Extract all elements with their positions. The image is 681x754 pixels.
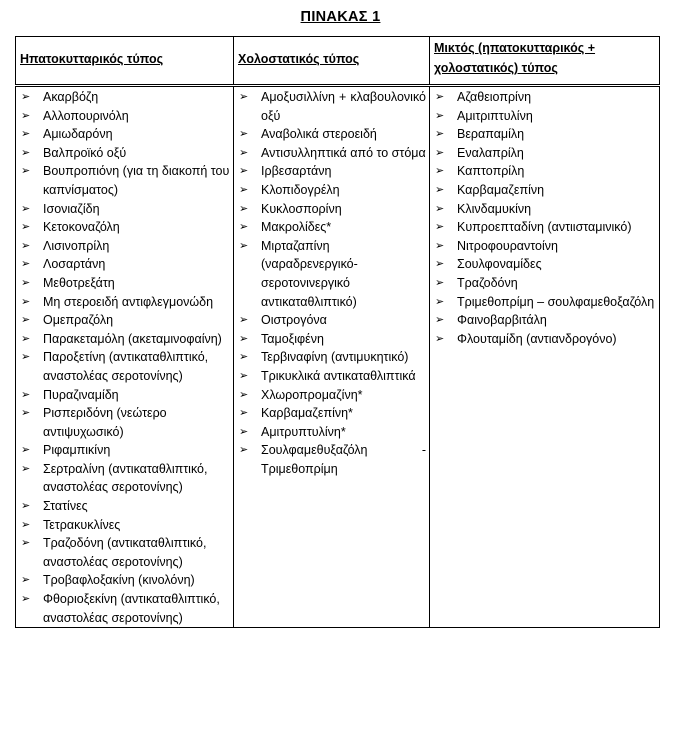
drug-list-item: ➢ Τραζοδόνη (αντικαταθλιπτικό, αναστολέας σεροτονίνης): [19, 534, 230, 571]
drug-list-item: ➢ Αναβολικά στεροειδή: [237, 125, 426, 144]
drug-list-item: ➢ Κλοπιδογρέλη: [237, 181, 426, 200]
drug-list-item: ➢ Βαλπροϊκό οξύ: [19, 144, 230, 163]
drug-list-item: ➢ Ταμοξιφένη: [237, 330, 426, 349]
drug-list-item: ➢ Αμοξυσιλλίνη + κλαβουλονικό οξύ: [237, 88, 426, 125]
drug-list-item: ➢ Τροβαφλοξακίνη (κινολόνη): [19, 571, 230, 590]
drug-list-item: ➢ Βουπροπιόνη (για τη διακοπή του καπνίσματος): [19, 162, 230, 199]
drug-list-item: ➢ Τραζοδόνη: [433, 274, 656, 293]
drug-list-hepatocellular: [19, 88, 230, 627]
table-header-row: [16, 37, 660, 86]
header-hepatocellular: Ηπατοκυτταρικός τύπος: [16, 37, 234, 86]
drug-list-item: ➢ Σερτραλίνη (αντικαταθλιπτικό, αναστολέας σεροτονίνης): [19, 460, 230, 497]
drug-list-item: ➢ Τριμεθοπρίμη – σουλφαμεθοξαζόλη: [433, 293, 656, 312]
drug-list-item: ➢ Κετοκοναζόλη: [19, 218, 230, 237]
drug-list-item: ➢ Βεραπαμίλη: [433, 125, 656, 144]
col-mixed: [430, 86, 660, 628]
drug-list-item: ➢ Χλωροπρομαζίνη*: [237, 386, 426, 405]
drug-list-item: ➢ Λοσαρτάνη: [19, 255, 230, 274]
drug-list-item: ➢ Τετρακυκλίνες: [19, 516, 230, 535]
drug-list-item: ➢ Ριφαμπικίνη: [19, 441, 230, 460]
drug-list-item: ➢ Κυκλοσπορίνη: [237, 200, 426, 219]
drug-list-item: ➢ Τρικυκλικά αντικαταθλιπτικά: [237, 367, 426, 386]
drug-table: [15, 36, 660, 628]
drug-list-item: ➢ Φθοριοξεκίνη (αντικαταθλιπτικό, αναστολέας σεροτονίνης): [19, 590, 230, 627]
drug-list-item: ➢ Νιτροφουραντοίνη: [433, 237, 656, 256]
drug-list-item: ➢ Καπτοπρίλη: [433, 162, 656, 181]
drug-list-item: ➢ Παροξετίνη (αντικαταθλιπτικό, αναστολέας σεροτονίνης): [19, 348, 230, 385]
drug-list-item: ➢ Αμιωδαρόνη: [19, 125, 230, 144]
page-title: ΠΙΝΑΚΑΣ 1: [300, 9, 381, 25]
drug-list-item: ➢ Ιρβεσαρτάνη: [237, 162, 426, 181]
drug-list-item: ➢ Ακαρβόζη: [19, 88, 230, 107]
col-hepatocellular: [16, 86, 234, 628]
drug-list-item: ➢ Κυπροεπταδίνη (αντιισταμινικό): [433, 218, 656, 237]
drug-list-item: ➢ Εναλαπρίλη: [433, 144, 656, 163]
drug-list-item: ➢ Φαινοβαρβιτάλη: [433, 311, 656, 330]
table-body-row: [16, 86, 660, 628]
col-cholestatic: [234, 86, 430, 628]
drug-list-item: ➢ Παρακεταμόλη (ακεταμινοφαίνη): [19, 330, 230, 349]
drug-list-cholestatic: [237, 88, 426, 478]
drug-list-item: ➢ Μιρταζαπίνη (ναραδρενεργικό-σεροτονινεργικό αντικαταθλιπτικό): [237, 237, 426, 311]
drug-list-item: ➢ Κλινδαμυκίνη: [433, 200, 656, 219]
drug-list-item: ➢ Ρισπεριδόνη (νεώτερο αντιψυχωσικό): [19, 404, 230, 441]
drug-list-item: ➢ Αλλοπουρινόλη: [19, 107, 230, 126]
drug-list-item: ➢ Λισινοπρίλη: [19, 237, 230, 256]
drug-list-item: ➢ Αντισυλληπτικά από το στόμα: [237, 144, 426, 163]
drug-list-item: ➢ Αμιτρυπτυλίνη*: [237, 423, 426, 442]
drug-list-item: ➢ Καρβαμαζεπίνη: [433, 181, 656, 200]
drug-list-item: ➢ Αζαθειοπρίνη: [433, 88, 656, 107]
drug-list-item: ➢ Οιστρογόνα: [237, 311, 426, 330]
drug-list-item: ➢ Αμιτριπτυλίνη: [433, 107, 656, 126]
drug-list-item: ➢ Μεθοτρεξάτη: [19, 274, 230, 293]
drug-list-item: ➢ Ομεπραζόλη: [19, 311, 230, 330]
drug-list-item: ➢ Τερβιναφίνη (αντιμυκητικό): [237, 348, 426, 367]
drug-list-item: ➢ Πυραζιναμίδη: [19, 386, 230, 405]
drug-list-item: ➢ Στατίνες: [19, 497, 230, 516]
header-mixed: Μικτός (ηπατοκυτταρικός + χολοστατικός) τύπος: [430, 37, 660, 86]
drug-list-item: ➢ Ισονιαζίδη: [19, 200, 230, 219]
drug-list-item: ➢ Φλουταμίδη (αντιανδρογόνο): [433, 330, 656, 349]
drug-list-item: ➢ Σουλφαμεθυξαζόλη - Τριμεθοπρίμη: [237, 441, 426, 478]
drug-list-item: ➢ Μακρολίδες*: [237, 218, 426, 237]
drug-list-mixed: [433, 88, 656, 348]
drug-list-item: ➢ Καρβαμαζεπίνη*: [237, 404, 426, 423]
drug-list-item: ➢ Μη στεροειδή αντιφλεγμονώδη: [19, 293, 230, 312]
drug-list-item: ➢ Σουλφοναμίδες: [433, 255, 656, 274]
header-cholestatic: Χολοστατικός τύπος: [234, 37, 430, 86]
